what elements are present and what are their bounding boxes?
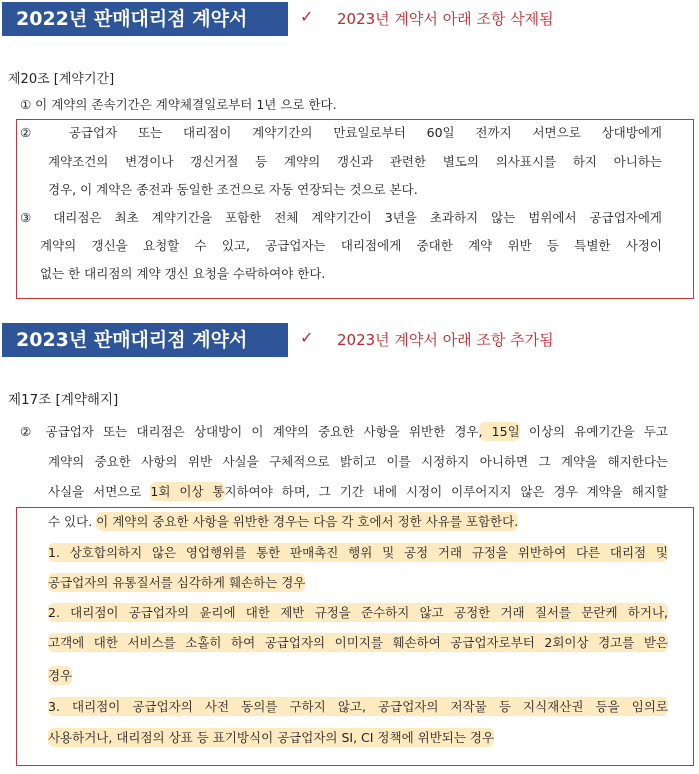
check-icon: ✓ <box>300 328 314 347</box>
clause-line: 없는 한 대리점의 계약 갱신 요청을 수락하여야 한다. <box>40 266 326 281</box>
clause-line: 경우, 이 계약은 종전과 동일한 조건으로 자동 연장되는 것으로 본다. <box>48 182 418 197</box>
clause-line: 계약의 중요한 사항의 위반 사실을 구체적으로 밝히고 이를 시정하지 아니하면 그 계약을 해지한다는 <box>48 454 668 469</box>
clause-line <box>48 513 668 531</box>
highlight: 고객에 대한 서비스를 소홀히 하여 공급업자의 이미지를 훼손하여 공급업자로부터 2회이상 경고를 받은 <box>48 635 668 650</box>
clause-line <box>48 544 668 562</box>
highlight: 1회 이상 통 <box>150 484 225 499</box>
highlight: 이 계약의 중요한 사항을 위반한 경우는 다음 각 호에서 정한 사유를 포함한다. <box>96 514 519 529</box>
text: ② 공급업자 또는 대리점은 상대방이 이 계약의 중요한 사항을 위반한 경우 <box>20 424 479 439</box>
text: 사실을 서면으로 <box>48 484 151 499</box>
text: 수 있다. <box>48 514 97 529</box>
clause-line <box>48 698 668 716</box>
clause-line <box>48 634 668 652</box>
article-17-heading: 제17조 [계약해지] <box>8 392 119 408</box>
clause-line: 계약의 갱신을 요청할 수 있고, 공급업자는 대리점에게 중대한 계약 위반 등 특별한 사정이 <box>40 238 662 253</box>
clause-line <box>20 423 668 441</box>
highlight: 경우 <box>48 668 73 683</box>
clause-line <box>48 483 668 501</box>
text: 이상의 유예기간을 두고 <box>519 424 668 439</box>
clause-line: ① 이 계약의 존속기간은 계약체결일로부터 1년 으로 한다. <box>20 97 337 112</box>
clause-line <box>48 604 668 622</box>
clause-line <box>48 667 668 685</box>
section-2023-note: 2023년 계약서 아래 조항 추가됨 <box>337 331 554 349</box>
clause-line: ② 공급업자 또는 대리점이 계약기간의 만료일로부터 60일 전까지 서면으로 상대방에게 <box>20 125 662 140</box>
text: 지하여야 하며, 그 기간 내에 시정이 이루어지지 않은 경우 계약을 해지할 <box>224 484 668 499</box>
highlight: 1. 상호합의하지 않은 영업행위를 통한 판매촉진 행위 및 공정 거래 규정을 위반하여 다른 대리점 및 <box>48 545 668 560</box>
highlight: 3. 대리점이 공급업자의 사전 동의를 구하지 않고, 공급업자의 저작물 등 지식재산권 등을 임의로 <box>48 699 668 714</box>
article-20-heading: 제20조 [계약기간] <box>8 72 115 87</box>
section-2022-title: 2022년 판매대리점 계약서 <box>2 2 288 36</box>
highlight: , 15일 <box>478 424 520 439</box>
section-2023-title: 2023년 판매대리점 계약서 <box>2 323 288 357</box>
clause-line <box>48 729 668 747</box>
clause-line <box>48 574 668 592</box>
highlight: 공급업자의 유통질서를 심각하게 훼손하는 경우 <box>48 575 306 590</box>
section-2022-note: 2023년 계약서 아래 조항 삭제됨 <box>337 10 554 28</box>
highlight: 사용하거나, 대리점의 상표 등 표기방식이 공급업자의 SI, CI 정책에 위반되는 경우 <box>48 730 495 745</box>
clause-line: 계약조건의 변경이나 갱신거절 등 계약의 갱신과 관련한 별도의 의사표시를 하지 아니하는 <box>48 154 662 169</box>
check-icon: ✓ <box>300 7 314 26</box>
highlight: 2. 대리점이 공급업자의 윤리에 대한 제반 규정을 준수하지 않고 공정한 거래 질서를 문란케 하거나, <box>48 605 668 620</box>
clause-line: ③ 대리점은 최초 계약기간을 포함한 전체 계약기간이 3년을 초과하지 않는 범위에서 공급업자에게 <box>20 210 662 225</box>
